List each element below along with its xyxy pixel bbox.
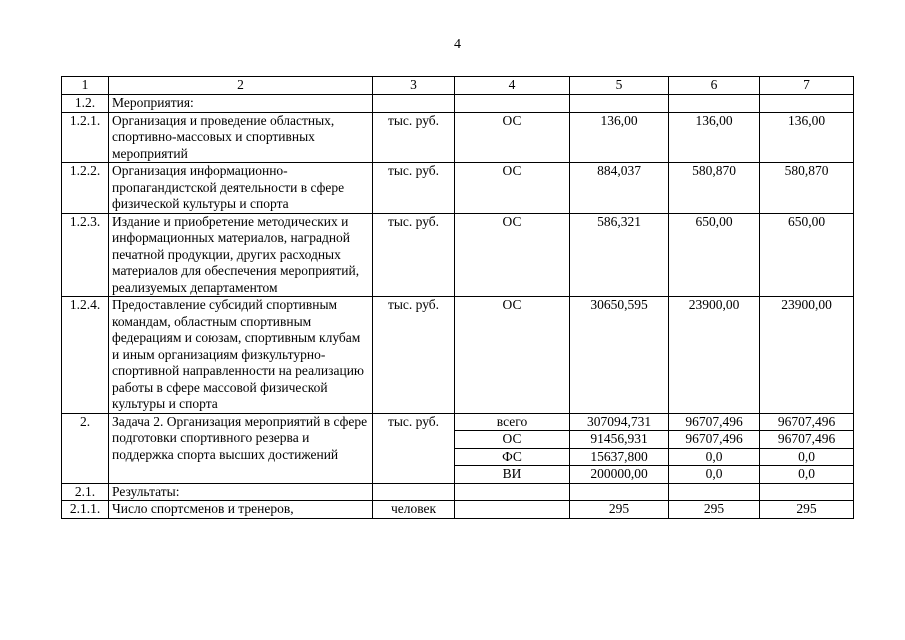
row-value-5: 136,00 (570, 112, 669, 163)
row-value-7 (760, 95, 854, 113)
row-name: Предоставление субсидий спортивным командам, областным спортивным федерациям и союзам, спортивным клубам и иным организациям физкультурно-спортивной направленности на реализацию работы в сфере массовой физической культуры и спорта (109, 297, 373, 414)
row-value-5: 295 (570, 501, 669, 519)
row-name: Результаты: (109, 483, 373, 501)
header-cell-3: 3 (373, 77, 455, 95)
row-value-6 (669, 95, 760, 113)
task-value-7: 0,0 (760, 466, 854, 484)
row-name: Издание и приобретение методических и информационных материалов, наградной печатной продукции, других расходных материалов для обеспечения мероприятий, реализуемых департаментом (109, 213, 373, 297)
row-number: 1.2.4. (62, 297, 109, 414)
empty-cell (669, 483, 760, 501)
row-number: 2.1. (62, 483, 109, 501)
table-row (62, 112, 854, 163)
row-value-7: 23900,00 (760, 297, 854, 414)
table-row (62, 297, 854, 414)
row-value-5: 586,321 (570, 213, 669, 297)
empty-cell (455, 483, 570, 501)
header-cell-6: 6 (669, 77, 760, 95)
row-value-5: 884,037 (570, 163, 669, 214)
row-source (455, 95, 570, 113)
task-source: ОС (455, 431, 570, 449)
task-row (62, 413, 854, 431)
row-unit: тыс. руб. (373, 112, 455, 163)
task-value-5: 307094,731 (570, 413, 669, 431)
task-value-5: 91456,931 (570, 431, 669, 449)
row-source: ОС (455, 112, 570, 163)
row-source: ОС (455, 213, 570, 297)
task-source: ВИ (455, 466, 570, 484)
task-value-7: 0,0 (760, 448, 854, 466)
row-number: 1.2. (62, 95, 109, 113)
task-value-6: 0,0 (669, 448, 760, 466)
row-unit: тыс. руб. (373, 297, 455, 414)
row-value-5: 30650,595 (570, 297, 669, 414)
table-row (62, 213, 854, 297)
row-value-5 (570, 95, 669, 113)
row-value-6: 23900,00 (669, 297, 760, 414)
header-cell-4: 4 (455, 77, 570, 95)
row-value-6: 295 (669, 501, 760, 519)
row-name: Мероприятия: (109, 95, 373, 113)
row-source (455, 501, 570, 519)
task-value-7: 96707,496 (760, 431, 854, 449)
row-value-7: 650,00 (760, 213, 854, 297)
task-value-5: 200000,00 (570, 466, 669, 484)
row-source: ОС (455, 297, 570, 414)
row-name: Число спортсменов и тренеров, (109, 501, 373, 519)
task-value-6: 0,0 (669, 466, 760, 484)
results-row (62, 483, 854, 501)
header-row (62, 77, 854, 95)
header-cell-7: 7 (760, 77, 854, 95)
row-value-7: 295 (760, 501, 854, 519)
row-value-7: 136,00 (760, 112, 854, 163)
empty-cell (570, 483, 669, 501)
row-number: 2.1.1. (62, 501, 109, 519)
row-unit (373, 95, 455, 113)
task-value-5: 15637,800 (570, 448, 669, 466)
program-table (61, 76, 854, 519)
row-value-6: 650,00 (669, 213, 760, 297)
row-unit: тыс. руб. (373, 213, 455, 297)
row-unit: тыс. руб. (373, 163, 455, 214)
task-source: ФС (455, 448, 570, 466)
table-row (62, 95, 854, 113)
row-name: Организация информационно-пропагандистской деятельности в сфере физической культуры и спорта (109, 163, 373, 214)
table-row (62, 163, 854, 214)
task-source: всего (455, 413, 570, 431)
table-row (62, 501, 854, 519)
task-number: 2. (62, 413, 109, 483)
empty-cell (760, 483, 854, 501)
row-unit: человек (373, 501, 455, 519)
task-value-7: 96707,496 (760, 413, 854, 431)
row-source: ОС (455, 163, 570, 214)
header-cell-1: 1 (62, 77, 109, 95)
task-name: Задача 2. Организация мероприятий в сфере подготовки спортивного резерва и поддержка спорта высших достижений (109, 413, 373, 483)
row-number: 1.2.2. (62, 163, 109, 214)
task-value-6: 96707,496 (669, 431, 760, 449)
page-number: 4 (454, 37, 461, 52)
row-value-6: 580,870 (669, 163, 760, 214)
row-name: Организация и проведение областных, спортивно-массовых и спортивных мероприятий (109, 112, 373, 163)
task-value-6: 96707,496 (669, 413, 760, 431)
row-number: 1.2.3. (62, 213, 109, 297)
row-value-6: 136,00 (669, 112, 760, 163)
row-number: 1.2.1. (62, 112, 109, 163)
task-unit: тыс. руб. (373, 413, 455, 483)
row-value-7: 580,870 (760, 163, 854, 214)
empty-cell (373, 483, 455, 501)
header-cell-2: 2 (109, 77, 373, 95)
header-cell-5: 5 (570, 77, 669, 95)
